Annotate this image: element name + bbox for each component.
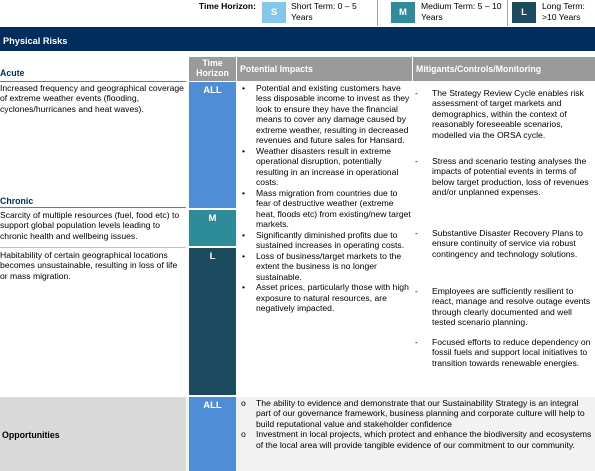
opportunities-list <box>237 398 595 450</box>
horizon-block-medium: M <box>189 210 236 246</box>
list-item: • Loss of business/target markets to the extent the business is no longer sustainable. <box>242 250 402 282</box>
list-item: • Potential and existing customers have less disposable income to invest as they look to ensure they have the financial means to cover any damage caused by extreme weather, resulting in decreased revenues and future sales for Hansard. <box>242 83 410 146</box>
acute-description: Increased frequency and geographical coverage of extreme weather events (flooding, cyclones/hurricanes and heat waves). <box>0 83 184 114</box>
chronic-item-divider <box>0 247 186 248</box>
legend-medium-term-text: Medium Term: 5 – 10 Years <box>421 1 502 22</box>
column-header-time-horizon: Time Horizon <box>189 57 236 81</box>
bullet-icon: • <box>242 83 246 93</box>
horizon-block-all: ALL <box>189 82 236 208</box>
column-header-mitigants: Mitigants/Controls/Monitoring <box>413 57 595 81</box>
bullet-icon: • <box>242 229 246 240</box>
list-item: • Mass migration from countries due to fear of destructive weather (extreme heat, floods etc) from existing/new target markets. <box>242 187 411 230</box>
dash-icon: - <box>415 337 418 347</box>
circle-bullet-icon: o <box>241 429 246 440</box>
list-item: - Stress and scenario testing analyses the impacts of potential events in terms of below target production, loss of revenues and/or unplanned expenses. <box>415 156 589 198</box>
list-item: • Significantly diminished profits due to sustained increases in operating costs. <box>242 229 405 251</box>
time-horizon-legend <box>0 0 595 26</box>
legend-separator <box>507 0 508 26</box>
legend-long-term-badge: L <box>512 2 536 23</box>
legend-separator <box>377 0 378 26</box>
potential-impacts-list <box>237 83 412 314</box>
horizon-block-long: L <box>189 248 236 395</box>
bullet-icon: • <box>242 145 246 156</box>
acute-divider <box>0 81 186 82</box>
dash-icon: - <box>415 156 418 166</box>
opportunities-title: Opportunities <box>2 430 60 440</box>
column-header-potential-impacts: Potential Impacts <box>237 57 412 81</box>
bullet-icon: • <box>242 282 246 293</box>
acute-title: Acute <box>0 68 25 78</box>
list-item: - Focused efforts to reduce dependency on fossil fuels and support local initiatives to transition towards renewable energies. <box>415 337 591 368</box>
legend-short-term-text: Short Term: 0 – 5 Years <box>291 1 357 22</box>
chronic-divider <box>0 207 186 208</box>
list-item: • Weather disasters result in extreme operational disruption, potentially resulting in an increase in operational costs. <box>242 145 399 188</box>
list-item: o Investment in local projects, which protect and enhance the biodiversity and ecosystems of the local area will provide tangible evidence of our commitment to our community. <box>241 429 592 450</box>
legend-medium-term-badge: M <box>391 2 415 23</box>
circle-bullet-icon: o <box>241 398 246 408</box>
list-item: - The Strategy Review Cycle enables risk assessment of target markets and demographics, within the context of reasonably foreseeable scenarios, modelled via the ORSA cycle. <box>415 88 584 140</box>
dash-icon: - <box>415 88 418 98</box>
chronic-item-habitability: Habitability of certain geographical locations becomes unsustainable, resulting in loss of life or mass migration. <box>0 250 178 281</box>
chronic-title: Chronic <box>0 196 34 206</box>
list-item: o The ability to evidence and demonstrate that our Sustainability Strategy is an integral part of our governance framework, business planning and corporate culture will help to build reputational value and stakeholder confidence <box>241 398 585 429</box>
dash-icon: - <box>415 286 418 296</box>
horizon-block-all: ALL <box>189 397 236 471</box>
dash-icon: - <box>415 228 418 238</box>
legend-label: Time Horizon: <box>198 1 256 11</box>
legend-short-term-badge: S <box>262 2 286 23</box>
section-title-band: Physical Risks <box>0 27 595 51</box>
legend-long-term-text: Long Term: >10 Years <box>542 1 585 22</box>
bullet-icon: • <box>242 187 246 198</box>
list-item: - Employees are sufficiently resilient to react, manage and resolve outage events through clearly documented and well tested scenario planning. <box>415 286 591 328</box>
list-item: - Substantive Disaster Recovery Plans to ensure continuity of service via robust contingency and technology solutions. <box>415 228 583 259</box>
list-item: • Asset prices, particularly those with high exposure to natural resources, are negatively impacted. <box>242 282 409 314</box>
chronic-item-resources: Scarcity of multiple resources (fuel, food etc) to support global population levels leading to chronic health and wellbeing issues. <box>0 210 180 241</box>
bullet-icon: • <box>242 250 246 261</box>
